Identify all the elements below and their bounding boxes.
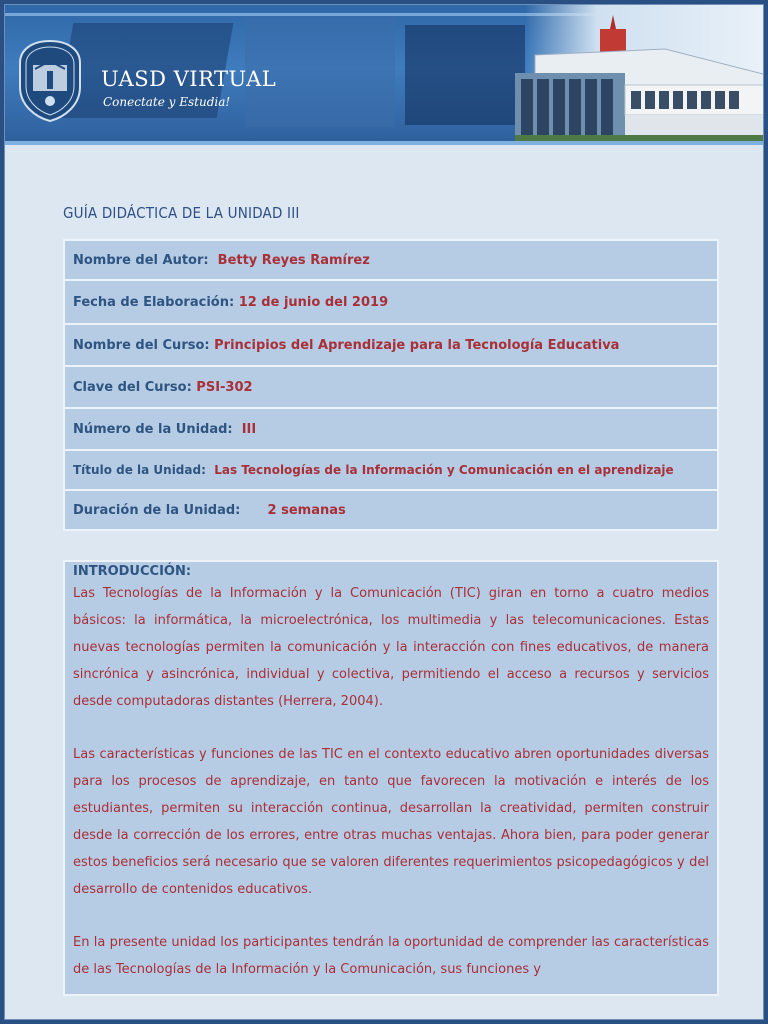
info-row-unit-title [64, 450, 718, 490]
unit-title-value: Las Tecnologías de la Información y Comunicación en el aprendizaje [214, 463, 674, 477]
course-info-table [63, 239, 719, 531]
unit-number-value: III [241, 421, 257, 437]
info-row-date [64, 280, 718, 324]
code-value: PSI-302 [196, 379, 253, 395]
course-label: Nombre del Curso: [73, 337, 210, 353]
author-value: Betty Reyes Ramírez [217, 252, 370, 268]
duration-value: 2 semanas [267, 502, 346, 518]
header-banner [5, 5, 763, 145]
introduction-paragraph-2: Las características y funciones de las TIC en el contexto educativo abren oportunidades diversas para los procesos de aprendizaje, en tanto que favorecen la motivación e interés de los estudiantes, permiten su interacción continua, desarrollan la creatividad, permiten construir desde la corrección de los errores, entre otras muchas ventajas. Ahora bien, para poder generar estos beneficios será necesario que se valoren diferentes requerimientos psicopedagógicos y del desarrollo de contenidos educativos. [73, 747, 709, 897]
brand-tagline: Conectate y Estudia! [103, 95, 231, 109]
brand-name: UASD VIRTUAL [101, 67, 277, 91]
campus-building-image [515, 15, 763, 145]
page-title: GUÍA DIDÁCTICA DE LA UNIDAD III [63, 204, 300, 222]
page-frame [4, 4, 764, 1020]
info-row-author [64, 240, 718, 280]
duration-label: Duración de la Unidad: [73, 502, 241, 518]
info-row-code [64, 366, 718, 408]
unit-title-label: Título de la Unidad: [73, 463, 206, 477]
code-label: Clave del Curso: [73, 379, 192, 395]
introduction-paragraph-3: En la presente unidad los participantes tendrán la oportunidad de comprender las características de las Tecnologías de la Información y la Comunicación, sus funciones y [73, 935, 709, 977]
introduction-section [63, 560, 719, 996]
info-row-unit-number [64, 408, 718, 450]
uasd-shield-logo [17, 39, 83, 123]
info-row-duration [64, 490, 718, 530]
unit-number-label: Número de la Unidad: [73, 421, 233, 437]
date-label: Fecha de Elaboración: [73, 294, 235, 310]
introduction-paragraph-1: Las Tecnologías de la Información y la Comunicación (TIC) giran en torno a cuatro medios básicos: la informática, la microelectrónica, los multimedia y las telecomunicaciones. Estas nuevas tecnologías permiten la comunicación y la interacción con fines educativos, de manera sincrónica y asincrónica, individual y colectiva, permitiendo el acceso a recursos y servicios desde computadoras distantes (Herrera, 2004). [73, 586, 709, 709]
date-value: 12 de junio del 2019 [238, 294, 389, 310]
info-row-course [64, 324, 718, 366]
course-value: Principios del Aprendizaje para la Tecnología Educativa [214, 337, 620, 353]
author-label: Nombre del Autor: [73, 252, 209, 268]
introduction-heading: INTRODUCCIÓN: [73, 564, 192, 579]
